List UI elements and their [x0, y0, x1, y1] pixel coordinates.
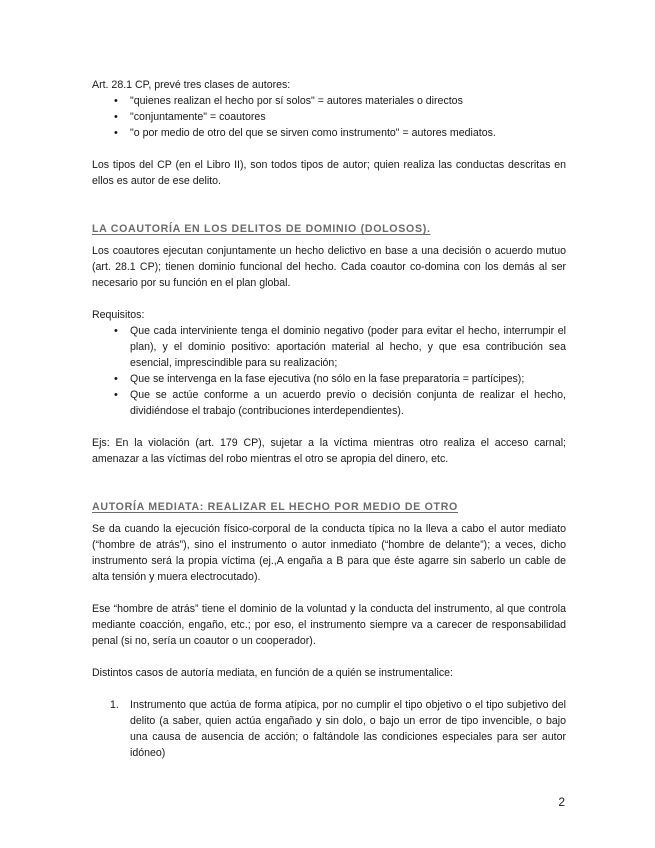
list-item: [92, 697, 566, 761]
mediata-p2: Ese “hombre de atrás” tiene el dominio de la voluntad y la conducta del instrumento, al que controla mediante coacción, engaño, etc.; por eso, el instrumento siempre va a carecer de responsabilidad penal (si no, sería un coautor o un cooperador).: [92, 603, 566, 647]
autores-list: [92, 93, 566, 141]
list-item-text: Instrumento que actúa de forma atípica, por no cumplir el tipo objetivo o el tipo subjetivo del delito (a saber, quien actúa engañado y sin dolo, o bajo un error de tipo invencible, o bajo una causa de ausencia de acción; o faltándole las condiciones especiales para ser autor idóneo): [130, 699, 566, 759]
page-content: [92, 77, 566, 761]
requisitos-label: Requisitos:: [92, 309, 145, 321]
coautoria-paragraph: Los coautores ejecutan conjuntamente un hecho delictivo en base a una decisión o acuerdo mutuo (art. 28.1 CP); tienen dominio funcional del hecho. Cada coautor co-domina con los demás al ser necesario por su función en el plan global.: [92, 245, 566, 289]
intro-note: Los tipos del CP (en el Libro II), son todos tipos de autor; quien realiza las conductas descritas en ellos es autor de ese delito.: [92, 159, 566, 187]
casos-list: [92, 697, 566, 761]
list-item: • Que se intervenga en la fase ejecutiva (no sólo en la fase preparatoria = partícipes);: [92, 371, 566, 387]
list-item: • "conjuntamente" = coautores: [92, 109, 566, 125]
requisitos-list: [92, 323, 566, 419]
list-item: • "o por medio de otro del que se sirven como instrumento" = autores mediatos.: [92, 125, 566, 141]
list-item: • "quienes realizan el hecho por sí solos" = autores materiales o directos: [92, 93, 566, 109]
mediata-heading: AUTORÍA MEDIATA: REALIZAR EL HECHO POR MEDIO DE OTRO: [92, 501, 458, 513]
list-number: 1.: [110, 699, 119, 711]
coautoria-ejemplos: Ejs: En la violación (art. 179 CP), sujetar a la víctima mientras otro realiza el acceso carnal; amenazar a las víctimas del robo mientras el otro se apropia del dinero, etc.: [92, 437, 566, 465]
mediata-p1: Se da cuando la ejecución físico-corporal de la conducta típica no la lleva a cabo el autor mediato (“hombre de atrás”), sino el instrumento o autor inmediato (“hombre de delante”); a veces, dicho instrumento será la propia víctima (ej.,A engaña a B para que éste agarre sin saberlo un cable de alta tensión y muera electrocutado).: [92, 523, 566, 583]
intro-lead: Art. 28.1 CP, prevé tres clases de autores:: [92, 79, 291, 91]
list-item: • Que cada interviniente tenga el dominio negativo (poder para evitar el hecho, interrumpir el plan), y el dominio positivo: aportación material al hecho, y que esa contribución sea esencial, imprescindible para su realización;: [92, 323, 566, 371]
list-item: • Que se actúe conforme a un acuerdo previo o decisión conjunta de realizar el hecho, dividiéndose el trabajo (contribuciones interdependientes).: [92, 387, 566, 419]
mediata-p3: Distintos casos de autoría mediata, en función de a quién se instrumentalice:: [92, 667, 453, 679]
coautoria-heading: LA COAUTORÍA EN LOS DELITOS DE DOMINIO (DOLOSOS).: [92, 223, 431, 235]
page-number: 2: [558, 795, 565, 809]
